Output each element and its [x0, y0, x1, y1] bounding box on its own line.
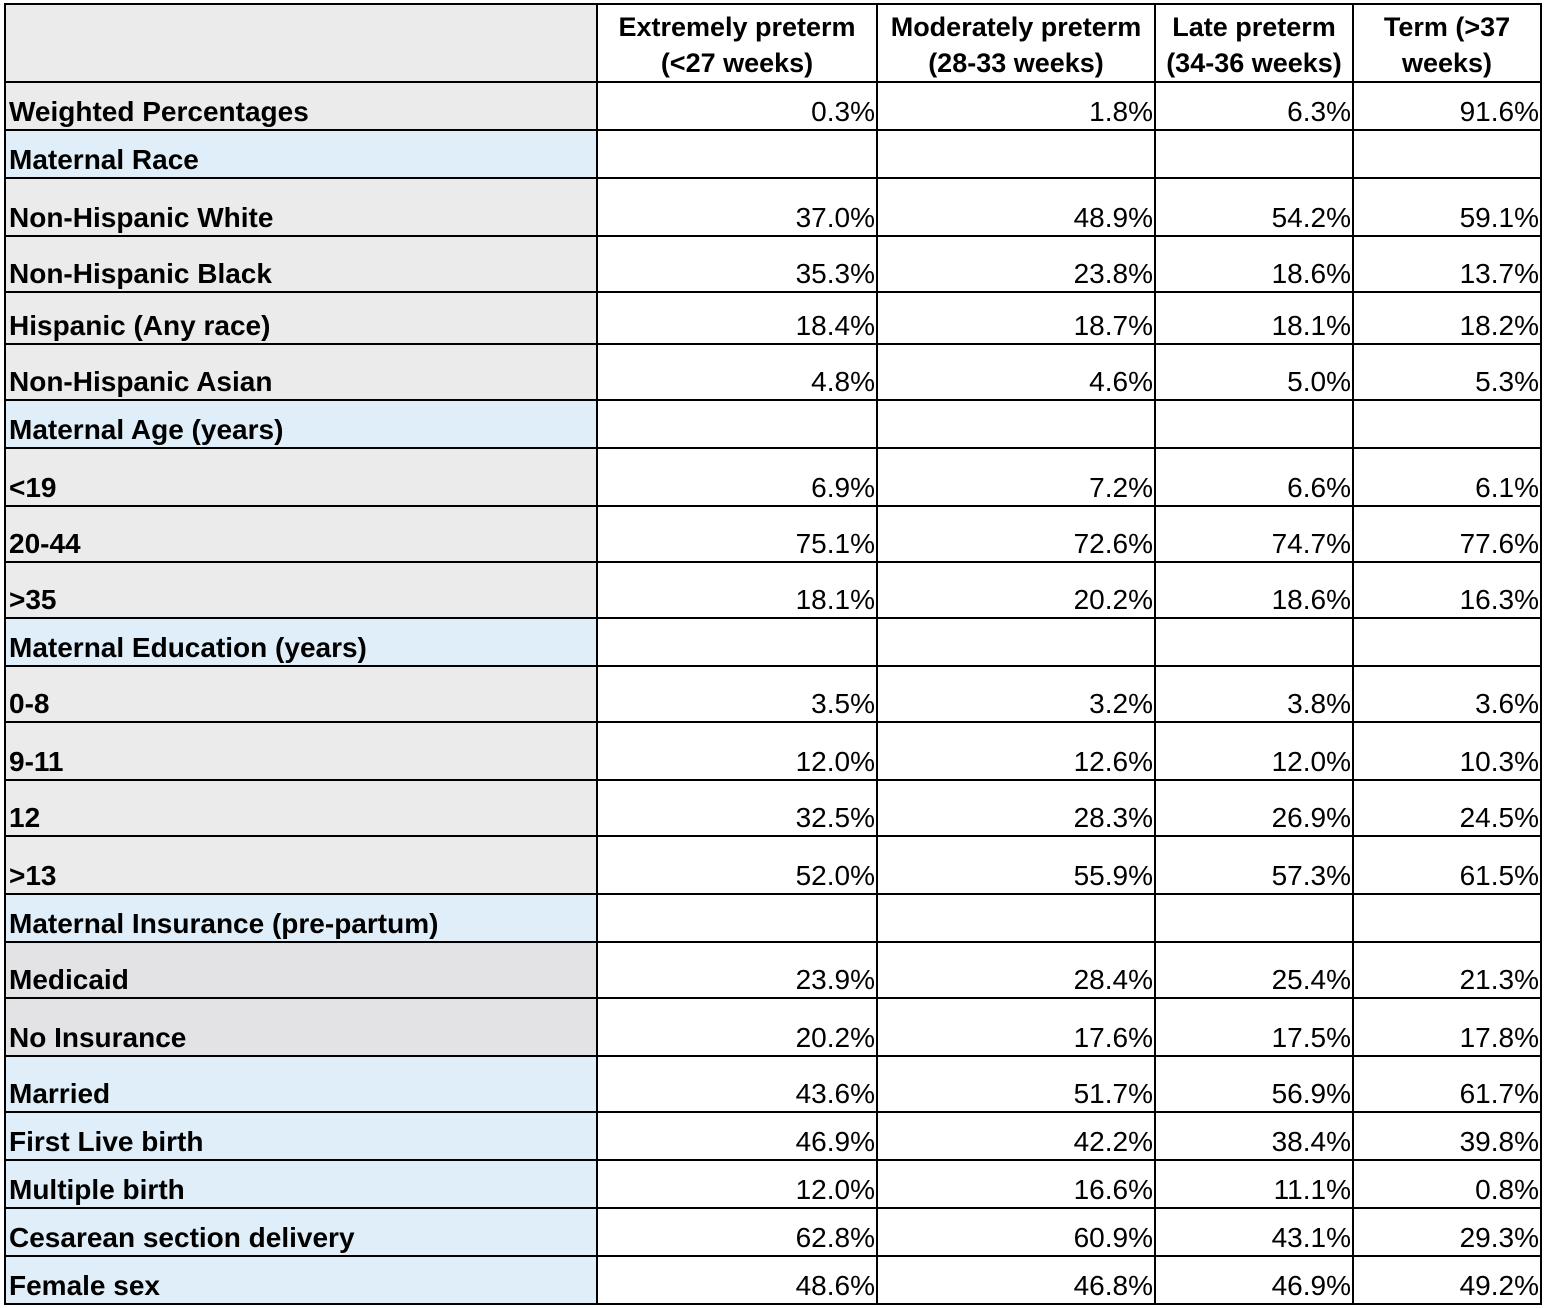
- value-cell: 42.2%: [877, 1112, 1155, 1160]
- value-cell: 46.9%: [597, 1112, 877, 1160]
- value-cell: 25.4%: [1155, 942, 1353, 998]
- value-cell: 91.6%: [1353, 82, 1541, 130]
- row-label: 9-11: [5, 722, 597, 780]
- value-cell: 28.4%: [877, 942, 1155, 998]
- table-row: [5, 448, 1541, 506]
- value-cell: 38.4%: [1155, 1112, 1353, 1160]
- row-label: Maternal Age (years): [5, 400, 597, 448]
- value-cell: [597, 130, 877, 178]
- value-cell: 52.0%: [597, 836, 877, 894]
- table-row: [5, 178, 1541, 236]
- value-cell: 46.9%: [1155, 1256, 1353, 1304]
- value-cell: 74.7%: [1155, 506, 1353, 562]
- row-label: First Live birth: [5, 1112, 597, 1160]
- value-cell: 77.6%: [1353, 506, 1541, 562]
- row-label: Medicaid: [5, 942, 597, 998]
- table-row: [5, 236, 1541, 292]
- table-row: [5, 292, 1541, 344]
- value-cell: 23.8%: [877, 236, 1155, 292]
- table-row: [5, 894, 1541, 942]
- value-cell: 49.2%: [1353, 1256, 1541, 1304]
- value-cell: 37.0%: [597, 178, 877, 236]
- value-cell: [1353, 400, 1541, 448]
- value-cell: 16.3%: [1353, 562, 1541, 618]
- value-cell: 20.2%: [597, 998, 877, 1056]
- value-cell: [1155, 130, 1353, 178]
- corner-header-cell: [5, 4, 597, 82]
- value-cell: 6.6%: [1155, 448, 1353, 506]
- value-cell: 16.6%: [877, 1160, 1155, 1208]
- value-cell: 43.6%: [597, 1056, 877, 1112]
- value-cell: 4.6%: [877, 344, 1155, 400]
- value-cell: 55.9%: [877, 836, 1155, 894]
- value-cell: 18.4%: [597, 292, 877, 344]
- value-cell: 18.7%: [877, 292, 1155, 344]
- row-label: >35: [5, 562, 597, 618]
- row-label: Cesarean section delivery: [5, 1208, 597, 1256]
- value-cell: [1155, 618, 1353, 666]
- value-cell: [597, 400, 877, 448]
- column-header-line1: Extremely preterm: [618, 12, 856, 42]
- value-cell: 59.1%: [1353, 178, 1541, 236]
- column-header-term: [1353, 4, 1541, 82]
- column-header-line1: Late preterm: [1172, 12, 1336, 42]
- value-cell: [597, 894, 877, 942]
- table-row: [5, 400, 1541, 448]
- table-row: [5, 130, 1541, 178]
- value-cell: 3.6%: [1353, 666, 1541, 722]
- row-label: 20-44: [5, 506, 597, 562]
- table-row: [5, 618, 1541, 666]
- value-cell: 18.6%: [1155, 562, 1353, 618]
- value-cell: 3.2%: [877, 666, 1155, 722]
- table-row: [5, 344, 1541, 400]
- value-cell: 23.9%: [597, 942, 877, 998]
- row-label: Non-Hispanic Asian: [5, 344, 597, 400]
- value-cell: 0.3%: [597, 82, 877, 130]
- value-cell: 61.5%: [1353, 836, 1541, 894]
- value-cell: 72.6%: [877, 506, 1155, 562]
- value-cell: 39.8%: [1353, 1112, 1541, 1160]
- table-row: [5, 1208, 1541, 1256]
- row-label: Maternal Education (years): [5, 618, 597, 666]
- value-cell: 54.2%: [1155, 178, 1353, 236]
- column-header-line2: (28-33 weeks): [928, 48, 1104, 78]
- value-cell: 13.7%: [1353, 236, 1541, 292]
- value-cell: 6.3%: [1155, 82, 1353, 130]
- value-cell: 18.1%: [1155, 292, 1353, 344]
- value-cell: 11.1%: [1155, 1160, 1353, 1208]
- value-cell: 12.6%: [877, 722, 1155, 780]
- table-row: [5, 1112, 1541, 1160]
- row-label: Maternal Insurance (pre-partum): [5, 894, 597, 942]
- value-cell: [1353, 130, 1541, 178]
- row-label: >13: [5, 836, 597, 894]
- value-cell: 17.8%: [1353, 998, 1541, 1056]
- value-cell: 5.3%: [1353, 344, 1541, 400]
- value-cell: 18.1%: [597, 562, 877, 618]
- value-cell: 48.9%: [877, 178, 1155, 236]
- column-header-late-preterm: [1155, 4, 1353, 82]
- value-cell: 12.0%: [1155, 722, 1353, 780]
- column-header-line2: (<27 weeks): [660, 48, 814, 78]
- table-row: [5, 722, 1541, 780]
- column-header-extremely-preterm: [597, 4, 877, 82]
- row-label: Female sex: [5, 1256, 597, 1304]
- row-label: <19: [5, 448, 597, 506]
- table-row: [5, 1056, 1541, 1112]
- value-cell: 5.0%: [1155, 344, 1353, 400]
- value-cell: [1155, 894, 1353, 942]
- table-row: [5, 836, 1541, 894]
- value-cell: 0.8%: [1353, 1160, 1541, 1208]
- value-cell: 1.8%: [877, 82, 1155, 130]
- value-cell: [877, 400, 1155, 448]
- table-row: [5, 998, 1541, 1056]
- value-cell: [597, 618, 877, 666]
- value-cell: 60.9%: [877, 1208, 1155, 1256]
- value-cell: 26.9%: [1155, 780, 1353, 836]
- value-cell: 17.6%: [877, 998, 1155, 1056]
- row-label: 12: [5, 780, 597, 836]
- table-body: [5, 82, 1541, 1304]
- value-cell: 6.9%: [597, 448, 877, 506]
- value-cell: 20.2%: [877, 562, 1155, 618]
- table-row: [5, 1256, 1541, 1304]
- table-row: [5, 82, 1541, 130]
- value-cell: 57.3%: [1155, 836, 1353, 894]
- table-row: [5, 780, 1541, 836]
- demographics-table: [4, 3, 1542, 1305]
- value-cell: 3.8%: [1155, 666, 1353, 722]
- table-row: [5, 1160, 1541, 1208]
- value-cell: [877, 130, 1155, 178]
- table-row: [5, 506, 1541, 562]
- value-cell: 51.7%: [877, 1056, 1155, 1112]
- header-row: [5, 4, 1541, 82]
- value-cell: 3.5%: [597, 666, 877, 722]
- value-cell: 4.8%: [597, 344, 877, 400]
- value-cell: 32.5%: [597, 780, 877, 836]
- row-label: Weighted Percentages: [5, 82, 597, 130]
- row-label: No Insurance: [5, 998, 597, 1056]
- value-cell: 48.6%: [597, 1256, 877, 1304]
- value-cell: 29.3%: [1353, 1208, 1541, 1256]
- row-label: Hispanic (Any race): [5, 292, 597, 344]
- row-label: Maternal Race: [5, 130, 597, 178]
- value-cell: 12.0%: [597, 1160, 877, 1208]
- row-label: Married: [5, 1056, 597, 1112]
- value-cell: 61.7%: [1353, 1056, 1541, 1112]
- value-cell: 18.2%: [1353, 292, 1541, 344]
- value-cell: 24.5%: [1353, 780, 1541, 836]
- value-cell: [877, 894, 1155, 942]
- value-cell: 12.0%: [597, 722, 877, 780]
- value-cell: 7.2%: [877, 448, 1155, 506]
- value-cell: 10.3%: [1353, 722, 1541, 780]
- value-cell: 46.8%: [877, 1256, 1155, 1304]
- value-cell: 43.1%: [1155, 1208, 1353, 1256]
- column-header-line1: Moderately preterm: [890, 12, 1142, 42]
- row-label: 0-8: [5, 666, 597, 722]
- column-header-line2: weeks): [1401, 48, 1493, 78]
- table-row: [5, 942, 1541, 998]
- value-cell: [1353, 618, 1541, 666]
- row-label: Non-Hispanic White: [5, 178, 597, 236]
- column-header-line2: (34-36 weeks): [1166, 48, 1342, 78]
- value-cell: 17.5%: [1155, 998, 1353, 1056]
- value-cell: 6.1%: [1353, 448, 1541, 506]
- value-cell: 56.9%: [1155, 1056, 1353, 1112]
- row-label: Multiple birth: [5, 1160, 597, 1208]
- column-header-moderately-preterm: [877, 4, 1155, 82]
- value-cell: 21.3%: [1353, 942, 1541, 998]
- value-cell: 18.6%: [1155, 236, 1353, 292]
- value-cell: 35.3%: [597, 236, 877, 292]
- table-row: [5, 562, 1541, 618]
- value-cell: [1155, 400, 1353, 448]
- value-cell: [1353, 894, 1541, 942]
- row-label: Non-Hispanic Black: [5, 236, 597, 292]
- value-cell: 28.3%: [877, 780, 1155, 836]
- value-cell: 62.8%: [597, 1208, 877, 1256]
- value-cell: [877, 618, 1155, 666]
- column-header-line1: Term (>37: [1383, 12, 1511, 42]
- table-row: [5, 666, 1541, 722]
- value-cell: 75.1%: [597, 506, 877, 562]
